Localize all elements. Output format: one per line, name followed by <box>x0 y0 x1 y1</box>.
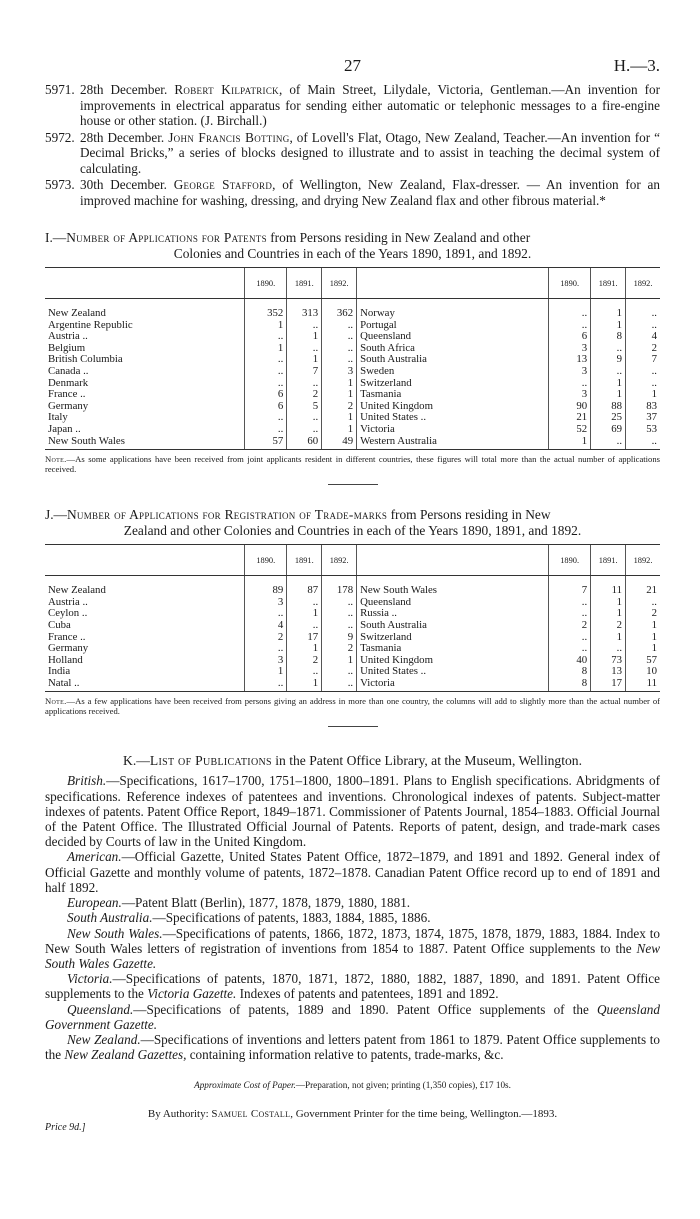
count-cell: 1 <box>322 655 357 667</box>
count-cell: .. <box>245 412 287 424</box>
section-divider <box>328 484 378 485</box>
year-header: 1891. <box>591 545 626 576</box>
count-cell: 8 <box>549 678 591 692</box>
publication-paragraph: New Zealand.—Specifications of inventions and letters patent from 1861 to 1879. Patent Office supplements to the New Zealand Gazettes, containing information relative to patents, trade-marks, &c. <box>45 1031 660 1063</box>
publication-paragraph: American.—Official Gazette, United States Patent Office, 1872–1879, and 1891 and 1892. General index of Official Gazette and monthly volume of patents, 1872–1878. Canadian Patent Office record up to end of 1891 and half 1892. <box>45 849 660 895</box>
year-header: 1891. <box>591 268 626 299</box>
table-j-title: J.—Number of Applications for Registration of Trade-marks from Persons residing in New Zealand and other Colonies and Countries in each of the Years 1890, 1891, and 1892. <box>45 507 582 538</box>
count-cell: .. <box>626 366 660 378</box>
count-cell: 2 <box>287 655 322 667</box>
count-cell: 10 <box>626 666 660 678</box>
count-cell: 1 <box>591 608 626 620</box>
count-cell: .. <box>287 620 322 632</box>
count-cell: 8 <box>591 331 626 343</box>
year-header: 1892. <box>322 268 357 299</box>
count-cell: 17 <box>591 678 626 692</box>
table-row <box>45 308 660 320</box>
country-name: France .. <box>48 630 86 643</box>
count-cell: .. <box>287 666 322 678</box>
country-name: United Kingdom <box>357 655 549 667</box>
count-cell: 57 <box>626 655 660 667</box>
document-reference: H.—3. <box>613 56 660 75</box>
year-header: 1890. <box>245 545 287 576</box>
country-name: South Australia <box>357 354 549 366</box>
count-cell: .. <box>591 343 626 355</box>
country-name: Switzerland <box>357 632 549 644</box>
count-cell: .. <box>626 320 660 332</box>
publication-source: European. <box>67 895 122 911</box>
printer-authority: By Authority: Samuel Costall, Government Printer for the time being, Wellington.—1893. <box>147 1108 558 1121</box>
count-cell: 4 <box>626 331 660 343</box>
count-cell: 178 <box>322 585 357 597</box>
country-name: Denmark <box>48 376 89 389</box>
year-header: 1892. <box>626 268 660 299</box>
count-cell: .. <box>549 378 591 390</box>
entry-applicant: George Stafford <box>173 177 273 192</box>
count-cell: 2 <box>287 389 322 401</box>
count-cell: 9 <box>322 632 357 644</box>
country-name: India <box>48 665 71 678</box>
entry-applicant: Robert Kilpatrick <box>174 82 279 97</box>
count-cell: .. <box>626 308 660 320</box>
entry-number: 5971. <box>45 82 75 97</box>
section-k-title: K.—List of Publications in the Patent Office Library, at the Museum, Wellington. <box>123 753 582 769</box>
count-cell: 3 <box>245 597 287 609</box>
count-cell: .. <box>322 320 357 332</box>
count-cell: 73 <box>591 655 626 667</box>
publication-paragraph: British.—Specifications, 1617–1700, 1751–1800, 1800–1891. Plans to English specifications. Abridgments of specifications. Reference indexes of patentees and inventions. Chronological indexes of patents. Subject-matter indexes of patents. Patent Office Report, 1849–1871. Commissioner of Patents Journal, 1854–1883. Official Journal of the Patent Office. The Illustrated Official Journal of Patents. Reports of patent, design, and trade-mark cases decided by Courts of law in the United Kingdom. <box>45 773 660 850</box>
count-cell: 362 <box>322 308 357 320</box>
count-cell: 4 <box>245 620 287 632</box>
table-row <box>45 678 660 692</box>
count-cell: 11 <box>591 585 626 597</box>
count-cell: 2 <box>322 643 357 655</box>
country-name: Japan .. <box>48 422 81 435</box>
count-cell: 1 <box>322 424 357 436</box>
entry-number: 5973. <box>45 177 75 192</box>
count-cell: .. <box>626 436 660 450</box>
country-name: Ceylon .. <box>48 607 88 620</box>
publication-source: New Zealand. <box>67 1031 141 1047</box>
year-header: 1892. <box>322 545 357 576</box>
patent-entry <box>45 177 660 208</box>
count-cell: 2 <box>549 620 591 632</box>
count-cell: 3 <box>245 655 287 667</box>
count-cell: 25 <box>591 412 626 424</box>
publication-source: New South Wales. <box>67 925 163 941</box>
year-header: 1891. <box>287 545 322 576</box>
country-name: Russia .. <box>357 608 549 620</box>
entry-date: 28th December. <box>80 82 168 97</box>
country-name: Norway <box>357 308 549 320</box>
country-name: New Zealand <box>48 307 106 319</box>
table-j-note: Note.—As a few applications have been received from persons giving an address in more than one country, the columns will add to slightly more than the actual number of applications received. <box>45 691 660 716</box>
count-cell: 1 <box>626 632 660 644</box>
publication-paragraph: European.—Patent Blatt (Berlin), 1877, 1878, 1879, 1880, 1881. <box>67 895 411 911</box>
country-name: Switzerland <box>357 378 549 390</box>
table-header-row <box>45 268 660 299</box>
count-cell: 3 <box>549 343 591 355</box>
year-header: 1891. <box>287 268 322 299</box>
count-cell: .. <box>322 666 357 678</box>
table-i-title: I.—Number of Applications for Patents from Persons residing in New Zealand and other Colonies and Countries in each of the Years 1890, 1891, and 1892. <box>45 230 532 261</box>
country-name: Sweden <box>357 366 549 378</box>
count-cell: 13 <box>591 666 626 678</box>
count-cell: .. <box>322 354 357 366</box>
count-cell: .. <box>549 608 591 620</box>
table-row <box>45 389 660 401</box>
count-cell: 2 <box>245 632 287 644</box>
publication-paragraph: New South Wales.—Specifications of patents, 1866, 1872, 1873, 1874, 1875, 1878, 1879, 1883, 1884. Index to New South Wales letters of registration of inventions from 1854 to 1887. Patent Office supplements to the New South Wales Gazette. <box>45 925 660 971</box>
publication-source: Victoria. <box>67 971 113 987</box>
count-cell: 7 <box>287 366 322 378</box>
publications-list <box>45 773 660 1062</box>
count-cell: .. <box>549 308 591 320</box>
count-cell: .. <box>245 424 287 436</box>
count-cell: 1 <box>287 678 322 692</box>
count-cell: 9 <box>591 354 626 366</box>
count-cell: 21 <box>626 585 660 597</box>
count-cell: 17 <box>287 632 322 644</box>
publication-paragraph: Queensland.—Specifications of patents, 1889 and 1890. Patent Office supplements of the Queensland Government Gazette. <box>45 1001 660 1032</box>
year-header: 1892. <box>626 545 660 576</box>
count-cell: .. <box>287 424 322 436</box>
publication-source: South Australia. <box>67 910 153 926</box>
country-name: United States .. <box>357 412 549 424</box>
count-cell: 60 <box>287 436 322 450</box>
count-cell: 1 <box>591 320 626 332</box>
country-name: Western Australia <box>357 436 549 450</box>
count-cell: 6 <box>245 401 287 413</box>
count-cell: .. <box>591 643 626 655</box>
patent-entry <box>45 82 660 129</box>
count-cell: .. <box>591 366 626 378</box>
count-cell: 88 <box>591 401 626 413</box>
table-row <box>45 643 660 655</box>
count-cell: 2 <box>626 343 660 355</box>
count-cell: 1 <box>322 389 357 401</box>
country-name: Germany <box>48 399 89 412</box>
count-cell: .. <box>245 331 287 343</box>
count-cell: 7 <box>549 585 591 597</box>
country-name: France .. <box>48 388 86 401</box>
count-cell: 11 <box>626 678 660 692</box>
country-name: Queensland <box>357 597 549 609</box>
count-cell: .. <box>287 412 322 424</box>
count-cell: 1 <box>322 412 357 424</box>
count-cell: 7 <box>626 354 660 366</box>
page-header <box>45 0 660 75</box>
cost-of-paper: Approximate Cost of Paper.—Preparation, not given; printing (1,350 copies), £17 10s. <box>194 1080 511 1091</box>
count-cell: 90 <box>549 401 591 413</box>
count-cell: 1 <box>287 331 322 343</box>
count-cell: .. <box>287 343 322 355</box>
count-cell: .. <box>549 597 591 609</box>
country-name: Germany <box>48 642 89 655</box>
country-name: New Zealand <box>48 584 106 597</box>
country-name: Argentine Republic <box>48 318 133 331</box>
year-header: 1890. <box>245 268 287 299</box>
count-cell: .. <box>245 608 287 620</box>
count-cell: 313 <box>287 308 322 320</box>
country-name: Tasmania <box>357 643 549 655</box>
count-cell: 1 <box>626 620 660 632</box>
year-header: 1890. <box>549 268 591 299</box>
count-cell: 1 <box>591 597 626 609</box>
table-row <box>45 585 660 597</box>
count-cell: 3 <box>549 389 591 401</box>
count-cell: .. <box>591 436 626 450</box>
count-cell: 89 <box>245 585 287 597</box>
price: Price 9d.] <box>45 1122 86 1134</box>
count-cell: .. <box>245 366 287 378</box>
count-cell: 1 <box>322 378 357 390</box>
count-cell: 1 <box>626 389 660 401</box>
count-cell: 6 <box>245 389 287 401</box>
count-cell: 52 <box>549 424 591 436</box>
country-name: Natal .. <box>48 676 80 689</box>
year-header: 1890. <box>549 545 591 576</box>
patent-entry <box>45 130 660 177</box>
count-cell: 5 <box>287 401 322 413</box>
entry-text: , of Wellington, New Zealand, Flax-dresser. — An invention for an improved machine for washing, dressing, and drying New Zealand flax and other fibrous material.* <box>80 177 660 208</box>
count-cell: .. <box>245 378 287 390</box>
table-row <box>45 366 660 378</box>
count-cell: 40 <box>549 655 591 667</box>
country-name: Austria .. <box>48 330 88 343</box>
country-name: United Kingdom <box>357 401 549 413</box>
country-name: Cuba <box>48 618 71 631</box>
count-cell: .. <box>245 354 287 366</box>
country-name: Austria .. <box>48 595 88 608</box>
publication-paragraph: South Australia.—Specifications of patents, 1883, 1884, 1885, 1886. <box>67 910 431 926</box>
patent-entries <box>45 82 660 208</box>
count-cell: .. <box>245 643 287 655</box>
country-name: South Africa <box>357 343 549 355</box>
count-cell: .. <box>626 378 660 390</box>
count-cell: 352 <box>245 308 287 320</box>
table-row <box>45 424 660 436</box>
count-cell: 49 <box>322 436 357 450</box>
count-cell: 2 <box>626 608 660 620</box>
count-cell: 1 <box>591 632 626 644</box>
table-header-row <box>45 545 660 576</box>
count-cell: 87 <box>287 585 322 597</box>
country-name: New South Wales <box>357 585 549 597</box>
country-name: Portugal <box>357 320 549 332</box>
count-cell: .. <box>287 378 322 390</box>
count-cell: .. <box>322 331 357 343</box>
count-cell: 53 <box>626 424 660 436</box>
publication-paragraph: Victoria.—Specifications of patents, 1870, 1871, 1872, 1880, 1882, 1887, 1890, and 1891. Patent Office supplements to the Victoria Gazette. Indexes of patents and patentees, 1891 and 1892. <box>45 971 660 1002</box>
count-cell: 69 <box>591 424 626 436</box>
country-name: Victoria <box>357 424 549 436</box>
count-cell: .. <box>287 597 322 609</box>
count-cell: 37 <box>626 412 660 424</box>
publication-source: Queensland. <box>67 1001 134 1017</box>
count-cell: 1 <box>626 643 660 655</box>
count-cell: 6 <box>549 331 591 343</box>
publication-source: American. <box>67 849 122 865</box>
country-name: Tasmania <box>357 389 549 401</box>
table-row <box>45 620 660 632</box>
entry-date: 28th December. <box>80 129 165 145</box>
count-cell: 2 <box>591 620 626 632</box>
count-cell: 21 <box>549 412 591 424</box>
entry-text: , of Lovell's Flat, Otago, New Zealand, Teacher.—An invention for “ Decimal Bricks,” a series of blocks designed to illustrate and to assist in teaching the decimal system of calculating. <box>80 129 660 176</box>
count-cell: .. <box>626 597 660 609</box>
page-number: 27 <box>344 56 361 75</box>
country-name: Italy <box>48 411 68 424</box>
count-cell: .. <box>322 608 357 620</box>
count-cell: .. <box>322 620 357 632</box>
country-name: United States .. <box>357 666 549 678</box>
count-cell: 1 <box>287 608 322 620</box>
entry-applicant: John Francis Botting <box>168 129 290 145</box>
count-cell: 1 <box>591 308 626 320</box>
count-cell: .. <box>245 678 287 692</box>
count-cell: .. <box>287 320 322 332</box>
entry-date: 30th December. <box>80 177 167 192</box>
count-cell: 8 <box>549 666 591 678</box>
publication-source: British. <box>67 773 107 789</box>
country-name: Canada .. <box>48 364 89 377</box>
table-i-note: Note.—As some applications have been received from joint applicants resident in different countries, these figures will total more than the actual number of applications received. <box>45 449 660 474</box>
count-cell: 1 <box>591 378 626 390</box>
country-name: South Australia <box>357 620 549 632</box>
section-divider <box>328 726 378 727</box>
table-i <box>45 268 660 449</box>
count-cell: .. <box>549 643 591 655</box>
count-cell: 57 <box>245 436 287 450</box>
country-name: British Columbia <box>48 353 123 366</box>
count-cell: 1 <box>245 320 287 332</box>
count-cell: 1 <box>549 436 591 450</box>
table-row <box>45 436 660 450</box>
table-j <box>45 545 660 691</box>
count-cell: 13 <box>549 354 591 366</box>
count-cell: 1 <box>287 354 322 366</box>
count-cell: .. <box>549 320 591 332</box>
country-name: Queensland <box>357 331 549 343</box>
count-cell: .. <box>322 597 357 609</box>
entry-text: , of Main Street, Lilydale, Victoria, Gentleman.—An invention for improvements in electrical apparatus for sending either automatic or telephonic messages to a fire-engine house or other station. (J. Birchall.) <box>80 82 660 128</box>
country-name: New South Wales <box>48 434 125 447</box>
count-cell: 1 <box>591 389 626 401</box>
country-name: Victoria <box>357 678 549 692</box>
count-cell: 2 <box>322 401 357 413</box>
count-cell: 3 <box>322 366 357 378</box>
count-cell: 1 <box>287 643 322 655</box>
count-cell: .. <box>322 343 357 355</box>
count-cell: .. <box>549 632 591 644</box>
count-cell: .. <box>322 678 357 692</box>
count-cell: 1 <box>245 343 287 355</box>
count-cell: 1 <box>245 666 287 678</box>
country-name: Belgium <box>48 341 86 354</box>
count-cell: 83 <box>626 401 660 413</box>
entry-number: 5972. <box>45 129 75 145</box>
count-cell: 3 <box>549 366 591 378</box>
country-name: Holland <box>48 653 83 666</box>
